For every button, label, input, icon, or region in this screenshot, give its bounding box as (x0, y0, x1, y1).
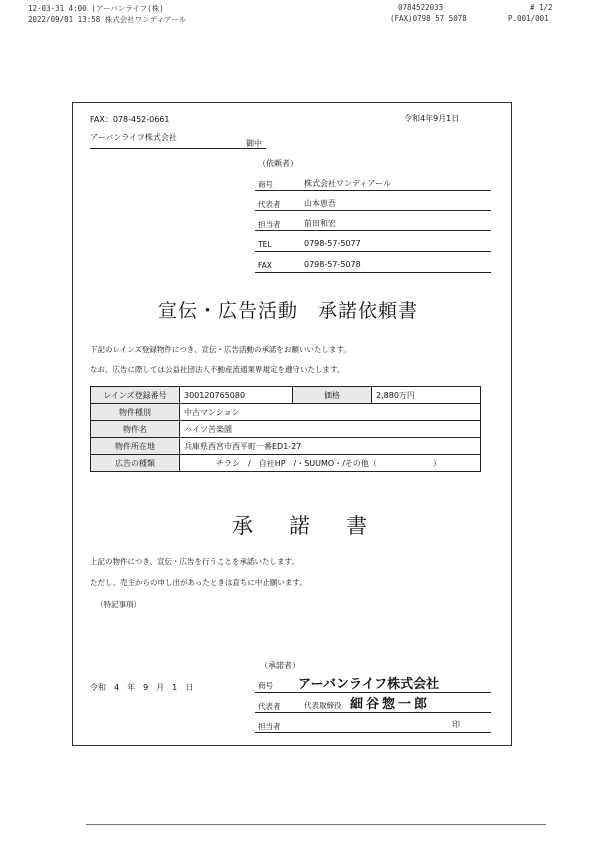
media-label: 広告の種類 (91, 455, 180, 472)
address-label: 物件所在地 (91, 438, 180, 455)
table-row (91, 387, 481, 404)
fax-header-line1-left: 12-03-31 4:00 (アーバンライフ(株) (28, 4, 164, 13)
fax-header-line1-right: # 1/2 (530, 3, 553, 12)
approver-label-company: 商号 (258, 681, 273, 690)
table-row (91, 438, 481, 455)
approver-label-staff: 担当者 (258, 722, 281, 731)
requester-line-tel (255, 251, 491, 252)
consent-line-1: 上記の物件につき、宣伝・広告を行うことを承諾いたします。 (90, 557, 299, 566)
requester-label-rep: 代表者 (258, 200, 281, 209)
recipient-honorific: 御中 (246, 139, 262, 148)
approver-rep-title: 代表取締役 (304, 701, 342, 710)
requester-heading: （依頼者） (258, 159, 298, 168)
requester-line-fax (255, 272, 491, 273)
reins-value: 300120765080 (180, 387, 293, 404)
recipient-underline (90, 148, 266, 149)
special-notes-label: （特記事項） (96, 600, 141, 609)
document-date: 令和4年9月1日 (404, 114, 460, 123)
consent-title: 承諾書 (232, 514, 403, 538)
requester-label-fax: FAX (258, 261, 272, 270)
approver-heading: （承諾者） (260, 661, 300, 670)
name-value: ハイツ苦楽園 (180, 421, 481, 438)
seal-mark: 印 (452, 720, 460, 729)
address-value: 兵庫県西宮市西平町一番ED1-27 (180, 438, 481, 455)
requester-line-rep (255, 210, 491, 211)
media-value: チラシ / 自社HP /・SUUMO・/その他（ ） (180, 455, 481, 472)
table-row (91, 421, 481, 438)
type-value: 中古マンション (180, 404, 481, 421)
requester-line-staff (255, 230, 491, 231)
reins-label: レインズ登録番号 (91, 387, 180, 404)
fax-header-line2-mid: (FAX)0798 57 5078 (390, 14, 467, 23)
name-label: 物件名 (91, 421, 180, 438)
recipient-name: アーバンライフ株式会社 (90, 133, 177, 142)
fax-header-line1-mid: 0784522033 (398, 3, 444, 12)
approver-label-rep: 代表者 (258, 702, 281, 711)
property-table (90, 386, 481, 472)
price-label: 価格 (293, 387, 372, 404)
fax-number: FAX：078-452-0661 (90, 115, 170, 124)
requester-tel: 0798-57-5077 (304, 239, 361, 248)
table-row (91, 455, 481, 472)
approver-line-staff (255, 732, 491, 733)
requester-company: 株式会社ワンディアール (304, 179, 391, 188)
approver-line-rep (255, 712, 491, 713)
intro-line-1: 下記のレインズ登録物件につき、宣伝・広告活動の承諾をお願いいたします。 (90, 345, 351, 354)
requester-line-company (255, 190, 491, 191)
requester-staff: 前田和宏 (304, 219, 336, 228)
consent-line-2: ただし、売主からの申し出があったときは直ちに中止願います。 (90, 578, 307, 587)
requester-fax: 0798-57-5078 (304, 260, 361, 269)
fax-header-line2-left: 2022/09/01 13:58 株式会社ワンディアール (28, 15, 187, 24)
document-title: 宣伝・広告活動 承諾依頼書 (158, 300, 419, 322)
table-row (91, 404, 481, 421)
approver-company: アーバンライフ株式会社 (298, 677, 440, 692)
requester-label-company: 商号 (258, 180, 273, 189)
requester-rep: 山本恵吾 (304, 199, 336, 208)
requester-label-staff: 担当者 (258, 220, 281, 229)
bottom-scan-line (86, 824, 546, 825)
requester-label-tel: TEL (258, 240, 272, 249)
sign-date: 令和 4 年 9 月 1 日 (90, 683, 194, 692)
approver-rep: 細谷惣一郎 (350, 697, 431, 712)
intro-line-2: なお、広告に際しては公益社団法人不動産流通業界規定を遵守いたします。 (90, 365, 345, 374)
type-label: 物件種別 (91, 404, 180, 421)
fax-header-line2-right: P.001/001 (508, 14, 549, 23)
price-value: 2,880万円 (372, 387, 481, 404)
